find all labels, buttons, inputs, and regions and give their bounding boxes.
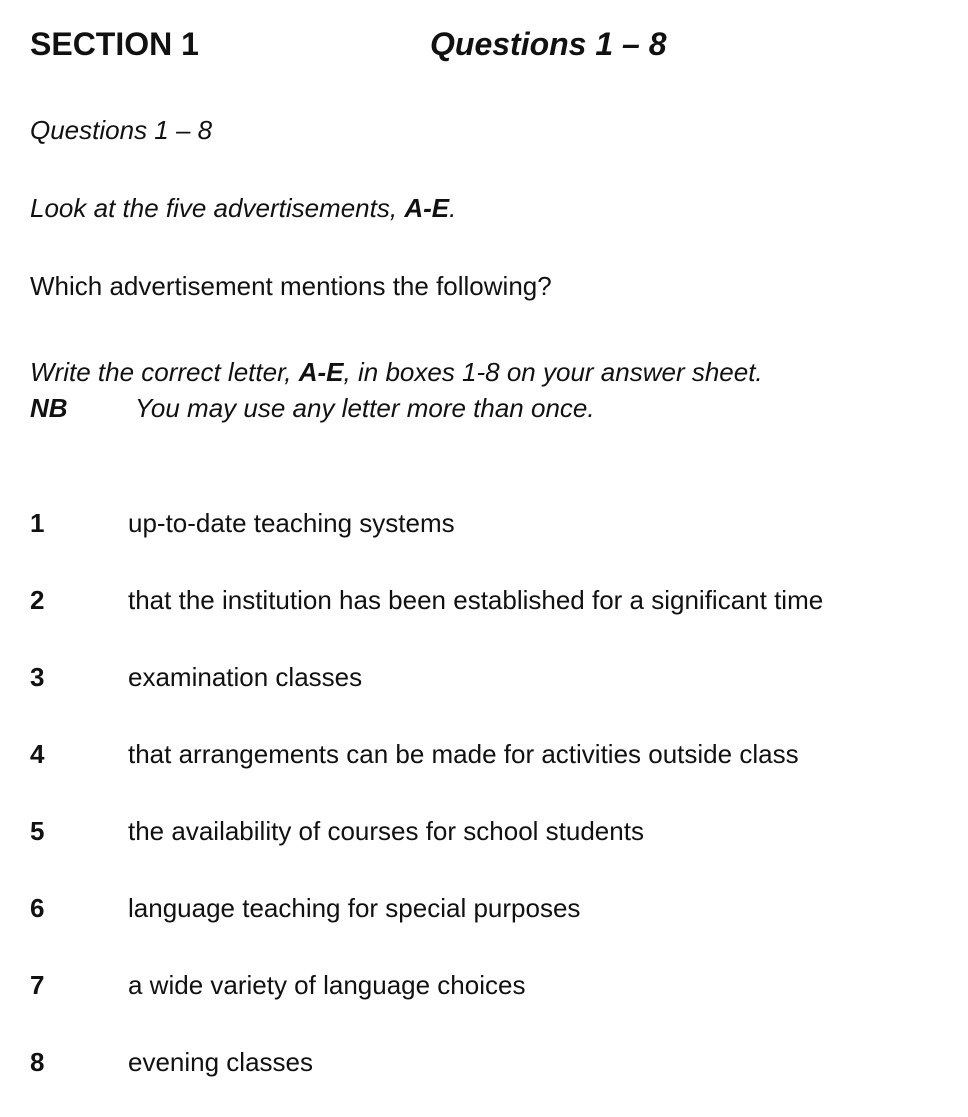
question-row-1 bbox=[30, 508, 948, 538]
question-row-3 bbox=[30, 662, 948, 692]
write-suffix: , in boxes 1-8 on your answer sheet. bbox=[343, 356, 763, 387]
look-at-instruction bbox=[30, 193, 948, 223]
which-advertisement-line: Which advertisement mentions the following? bbox=[30, 270, 552, 301]
question-row-8 bbox=[30, 1047, 948, 1077]
question-row-4 bbox=[30, 739, 948, 769]
question-number: 8 bbox=[30, 1046, 45, 1077]
question-text: a wide variety of language choices bbox=[128, 969, 526, 1000]
nb-line bbox=[30, 390, 948, 426]
question-number: 1 bbox=[30, 507, 45, 538]
question-text: up-to-date teaching systems bbox=[128, 507, 455, 538]
question-text: the availability of courses for school students bbox=[128, 815, 644, 846]
question-row-7 bbox=[30, 970, 948, 1000]
question-row-6 bbox=[30, 893, 948, 923]
question-text: language teaching for special purposes bbox=[128, 892, 581, 923]
question-text: that the institution has been established for a significant time bbox=[128, 584, 824, 615]
look-at-prefix: Look at the five advertisements, bbox=[30, 192, 405, 223]
question-number: 4 bbox=[30, 738, 45, 769]
write-bold-letters: A-E bbox=[298, 356, 344, 387]
question-number: 3 bbox=[30, 661, 45, 692]
question-text: evening classes bbox=[128, 1046, 313, 1077]
question-row-2 bbox=[30, 585, 948, 615]
write-prefix: Write the correct letter, bbox=[30, 356, 299, 387]
questions-range-title: Questions 1 – 8 bbox=[430, 26, 667, 62]
nb-text: You may use any letter more than once. bbox=[135, 392, 595, 423]
document-header bbox=[30, 26, 948, 63]
nb-label: NB bbox=[30, 392, 68, 423]
question-number: 5 bbox=[30, 815, 45, 846]
write-instruction-line bbox=[30, 357, 763, 387]
questions-subtitle: Questions 1 – 8 bbox=[30, 114, 213, 145]
question-number: 2 bbox=[30, 584, 45, 615]
look-at-bold-letters: A-E bbox=[404, 192, 450, 223]
questions-list bbox=[30, 508, 948, 1077]
question-text: that arrangements can be made for activities outside class bbox=[128, 738, 799, 769]
question-text: examination classes bbox=[128, 661, 363, 692]
question-row-5 bbox=[30, 816, 948, 846]
question-number: 7 bbox=[30, 969, 45, 1000]
question-number: 6 bbox=[30, 892, 45, 923]
look-at-suffix: . bbox=[449, 192, 457, 223]
write-instruction-block bbox=[30, 354, 948, 426]
section-title: SECTION 1 bbox=[30, 26, 199, 62]
